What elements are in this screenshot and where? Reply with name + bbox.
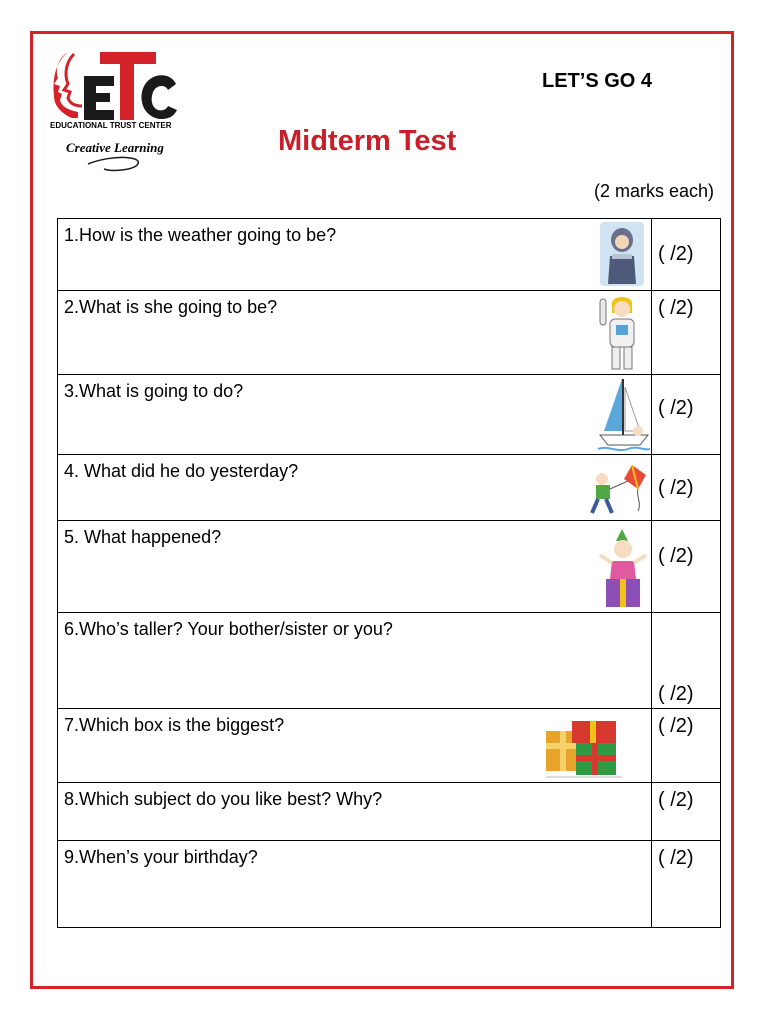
birthday-girl-in-box-icon (598, 527, 648, 609)
question-table (57, 218, 721, 928)
astronaut-girl-icon (598, 293, 646, 373)
question-text: 3.What is going to do? (64, 381, 244, 401)
score-label: ( /2) (658, 243, 694, 265)
question-row (58, 709, 721, 783)
etc-logo (52, 48, 192, 178)
score-label: ( /2) (658, 545, 694, 567)
question-row (58, 613, 721, 709)
sailboat-icon (598, 377, 650, 453)
score-label: ( /2) (658, 789, 694, 811)
question-row (58, 841, 721, 928)
page-title: Midterm Test (278, 125, 457, 157)
question-cell (58, 841, 652, 928)
question-cell (58, 219, 652, 291)
score-label: ( /2) (658, 477, 694, 499)
score-label: ( /2) (658, 297, 694, 319)
question-cell (58, 521, 652, 613)
question-cell (58, 613, 652, 709)
question-cell (58, 783, 652, 841)
question-cell (58, 709, 652, 783)
level-label: LET’S GO 4 (542, 70, 653, 92)
question-text: 1.How is the weather going to be? (64, 225, 337, 245)
score-label: ( /2) (658, 397, 694, 419)
score-cell (652, 455, 721, 521)
question-cell (58, 375, 652, 455)
question-text: 8.Which subject do you like best? Why? (64, 789, 383, 809)
logo-slogan: Creative Learning (66, 140, 164, 155)
score-cell (652, 375, 721, 455)
winter-child-icon (600, 222, 644, 286)
question-row (58, 521, 721, 613)
question-cell (58, 455, 652, 521)
question-row (58, 455, 721, 521)
question-row (58, 783, 721, 841)
question-row (58, 375, 721, 455)
marks-note: (2 marks each) (594, 181, 715, 201)
question-text: 9.When’s your birthday? (64, 847, 258, 867)
score-label: ( /2) (658, 683, 694, 705)
question-text: 7.Which box is the biggest? (64, 715, 285, 735)
question-cell (58, 291, 652, 375)
score-cell (652, 291, 721, 375)
score-label: ( /2) (658, 847, 694, 869)
question-row (58, 291, 721, 375)
score-cell (652, 219, 721, 291)
score-label: ( /2) (658, 715, 694, 737)
question-text: 2.What is she going to be? (64, 297, 278, 317)
question-text: 4. What did he do yesterday? (64, 461, 299, 481)
score-cell (652, 709, 721, 783)
score-cell (652, 783, 721, 841)
gift-boxes-icon (546, 713, 622, 779)
score-cell (652, 613, 721, 709)
score-cell (652, 841, 721, 928)
question-text: 5. What happened? (64, 527, 222, 547)
boy-flying-kite-icon (588, 461, 652, 517)
question-row (58, 219, 721, 291)
logo-subtitle: EDUCATIONAL TRUST CENTER (50, 121, 172, 130)
question-text: 6.Who’s taller? Your bother/sister or you? (64, 619, 393, 639)
score-cell (652, 521, 721, 613)
